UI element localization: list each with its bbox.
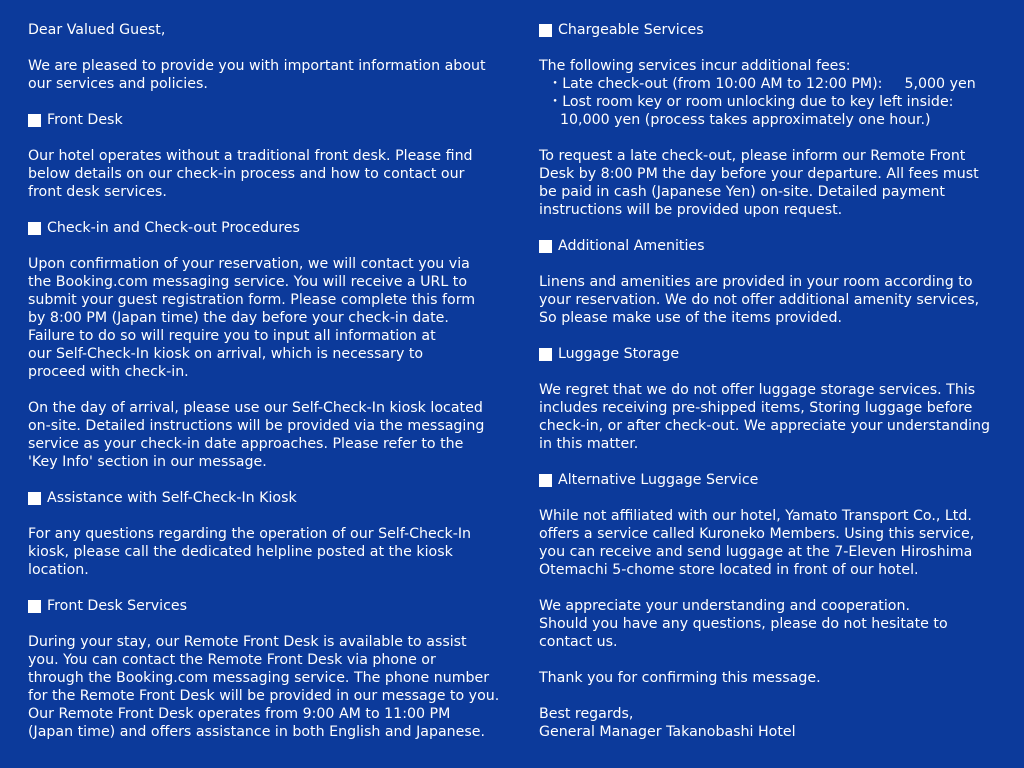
paragraph-line: Otemachi 5-chome store located in front of our hotel.	[539, 562, 919, 578]
paragraph-line: kiosk, please call the dedicated helpline posted at the kiosk	[28, 544, 453, 560]
paragraph-line: in this matter.	[539, 436, 639, 452]
paragraph-line: you. You can contact the Remote Front Desk via phone or	[28, 652, 436, 668]
section-heading-additional-amenities	[539, 237, 1007, 255]
paragraph-line: 'Key Info' section in our message.	[28, 454, 267, 470]
paragraph-line: the Booking.com messaging service. You will receive a URL to	[28, 274, 468, 290]
section-heading-kiosk-assistance	[28, 489, 516, 507]
heading-text: Front Desk Services	[47, 598, 187, 614]
heading-text: Additional Amenities	[558, 238, 705, 254]
section-heading-alternative-luggage	[539, 471, 1007, 489]
heading-text: Alternative Luggage Service	[558, 472, 759, 488]
paragraph-line: Our hotel operates without a traditional front desk. Please find	[28, 148, 473, 164]
square-bullet-icon	[28, 492, 41, 505]
section-heading-luggage-storage	[539, 345, 1007, 363]
paragraph-line: (Japan time) and offers assistance in both English and Japanese.	[28, 724, 485, 740]
paragraph-line: Desk by 8:00 PM the day before your departure. All fees must	[539, 166, 979, 182]
section-heading-front-desk-services	[28, 597, 516, 615]
paragraph-line: be paid in cash (Japanese Yen) on-site. Detailed payment	[539, 184, 945, 200]
paragraph-line: For any questions regarding the operation of our Self-Check-In	[28, 526, 472, 542]
paragraph-line: So please make use of the items provided.	[539, 310, 843, 326]
paragraph-line: front desk services.	[28, 184, 167, 200]
closing-line: We appreciate your understanding and cooperation.	[539, 598, 910, 614]
square-bullet-icon	[28, 600, 41, 613]
fee-item-lost-key: ・Lost room key or room unlocking due to key left inside:	[548, 94, 954, 110]
paragraph-line: below details on our check-in process and how to contact our	[28, 166, 465, 182]
section-heading-front-desk	[28, 111, 516, 129]
intro-line: We are pleased to provide you with important information about	[28, 58, 486, 74]
paragraph-line: To request a late check-out, please inform our Remote Front	[539, 148, 966, 164]
heading-text: Chargeable Services	[558, 22, 704, 38]
paragraph-line: During your stay, our Remote Front Desk is available to assist	[28, 634, 467, 650]
square-bullet-icon	[539, 24, 552, 37]
paragraph-line: by 8:00 PM (Japan time) the day before your check-in date.	[28, 310, 449, 326]
square-bullet-icon	[539, 240, 552, 253]
section-heading-check-in	[28, 219, 516, 237]
fee-label: ・Late check-out (from 10:00 AM to 12:00 PM):	[548, 76, 883, 92]
paragraph-line: Failure to do so will require you to input all information at	[28, 328, 436, 344]
section-heading-chargeable-services	[539, 21, 1007, 39]
greeting: Dear Valued Guest,	[28, 22, 166, 38]
paragraph-line: offers a service called Kuroneko Members. Using this service,	[539, 526, 975, 542]
paragraph-line: our Self-Check-In kiosk on arrival, which is necessary to	[28, 346, 424, 362]
square-bullet-icon	[539, 348, 552, 361]
paragraph-line: includes receiving pre-shipped items, Storing luggage before	[539, 400, 973, 416]
fee-item-lost-key-detail: 10,000 yen (process takes approximately one hour.)	[560, 112, 931, 128]
paragraph-line: While not affiliated with our hotel, Yamato Transport Co., Ltd.	[539, 508, 972, 524]
intro-line: our services and policies.	[28, 76, 208, 92]
paragraph-line: The following services incur additional fees:	[539, 58, 851, 74]
paragraph-line: instructions will be provided upon request.	[539, 202, 843, 218]
heading-text: Luggage Storage	[558, 346, 680, 362]
heading-text: Check-in and Check-out Procedures	[47, 220, 300, 236]
paragraph-line: service as your check-in date approaches. Please refer to the	[28, 436, 464, 452]
paragraph-line: on-site. Detailed instructions will be provided via the messaging	[28, 418, 485, 434]
fee-item-late-checkout	[539, 75, 1007, 93]
signoff: Best regards,	[539, 706, 634, 722]
heading-text: Front Desk	[47, 112, 123, 128]
signature: General Manager Takanobashi Hotel	[539, 724, 796, 740]
paragraph-line: We regret that we do not offer luggage storage services. This	[539, 382, 976, 398]
square-bullet-icon	[539, 474, 552, 487]
square-bullet-icon	[28, 114, 41, 127]
paragraph-line: Upon confirmation of your reservation, we will contact you via	[28, 256, 470, 272]
paragraph-line: submit your guest registration form. Please complete this form	[28, 292, 476, 308]
paragraph-line: location.	[28, 562, 89, 578]
paragraph-line: check-in, or after check-out. We appreciate your understanding	[539, 418, 991, 434]
closing-line: contact us.	[539, 634, 618, 650]
paragraph-line: Our Remote Front Desk operates from 9:00 AM to 11:00 PM	[28, 706, 451, 722]
paragraph-line: your reservation. We do not offer additional amenity services,	[539, 292, 980, 308]
paragraph-line: for the Remote Front Desk will be provided in our message to you.	[28, 688, 500, 704]
paragraph-line: Linens and amenities are provided in your room according to	[539, 274, 973, 290]
square-bullet-icon	[28, 222, 41, 235]
paragraph-line: proceed with check-in.	[28, 364, 189, 380]
paragraph-line: On the day of arrival, please use our Self-Check-In kiosk located	[28, 400, 483, 416]
paragraph-line: you can receive and send luggage at the 7-Eleven Hiroshima	[539, 544, 973, 560]
left-column	[28, 21, 516, 741]
thanks-line: Thank you for confirming this message.	[539, 670, 821, 686]
heading-text: Assistance with Self-Check-In Kiosk	[47, 490, 297, 506]
right-column	[539, 21, 1007, 741]
closing-line: Should you have any questions, please do not hesitate to	[539, 616, 948, 632]
paragraph-line: through the Booking.com messaging service. The phone number	[28, 670, 490, 686]
fee-amount: 5,000 yen	[904, 76, 976, 92]
